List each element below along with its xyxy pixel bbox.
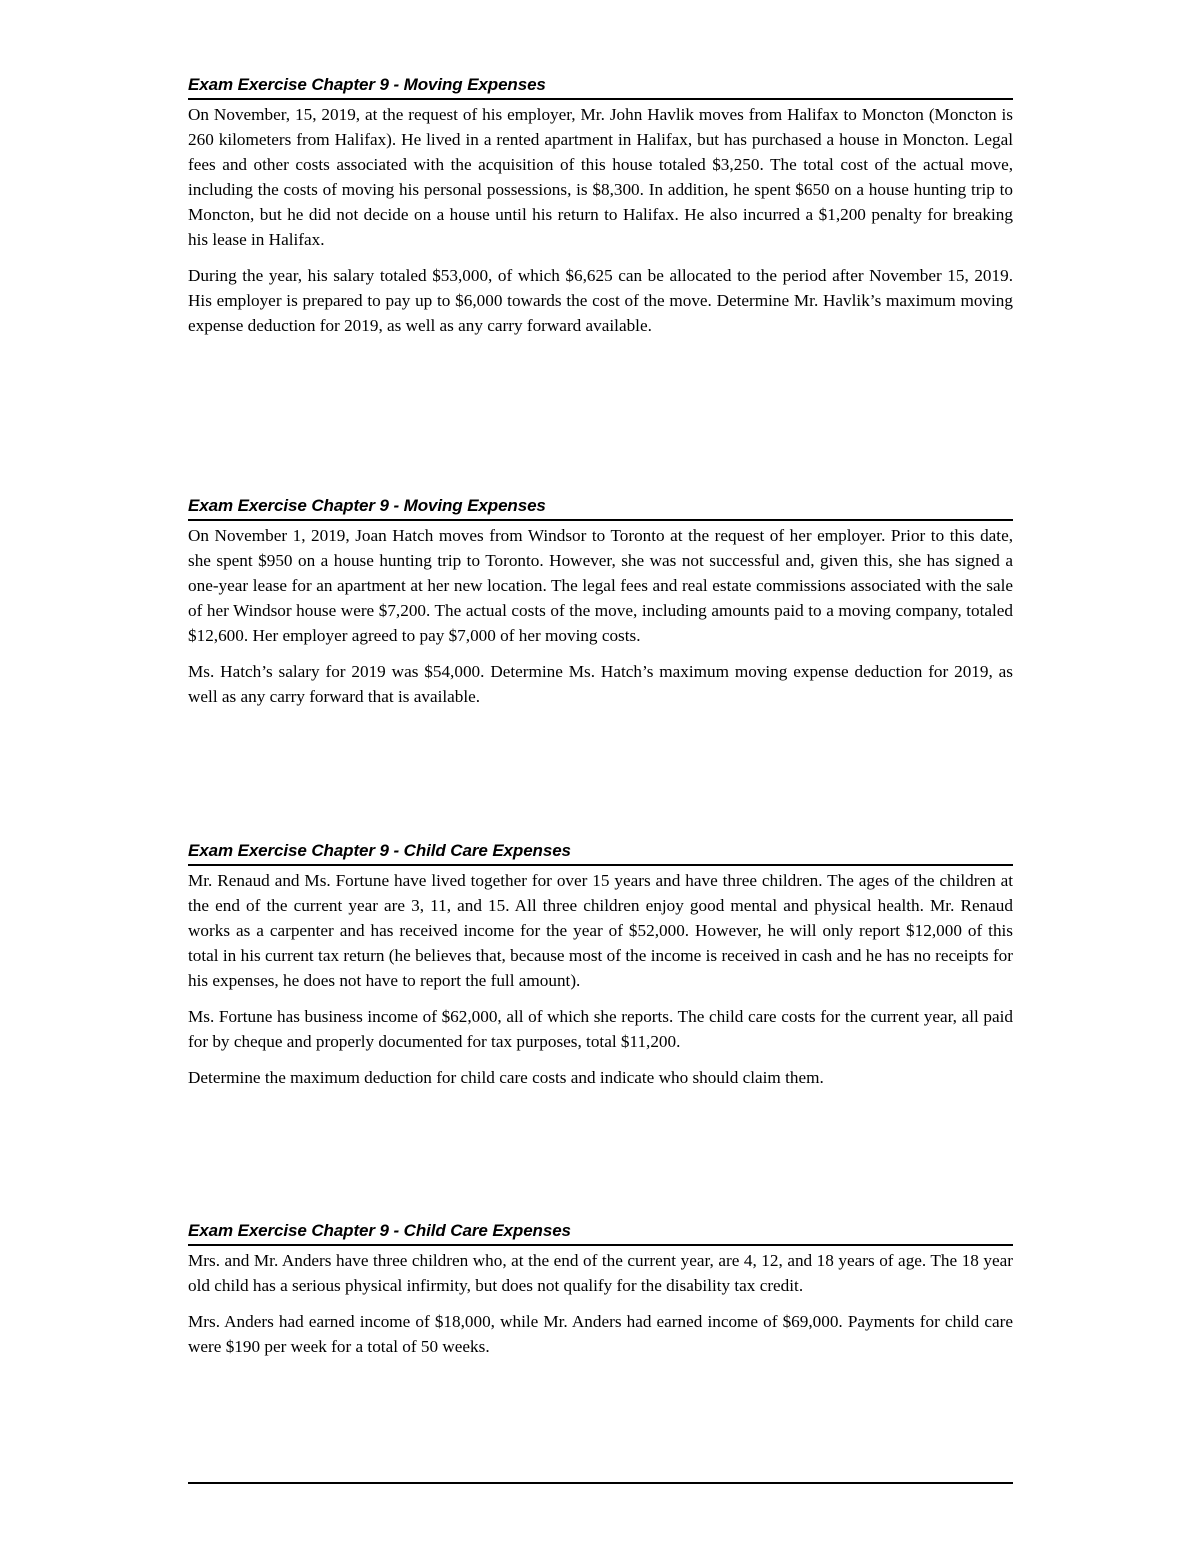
exercise-title: Exam Exercise Chapter 9 - Child Care Expenses — [188, 840, 1013, 866]
exercise-paragraph: Ms. Fortune has business income of $62,000, all of which she reports. The child care costs for the current year, all paid for by cheque and properly documented for tax purposes, total $11,200. — [188, 1007, 1013, 1051]
exercise-paragraph: Mr. Renaud and Ms. Fortune have lived together for over 15 years and have three children. The ages of the children at the end of the current year are 3, 11, and 15. All three children enjoy good mental and physical health. Mr. Renaud works as a carpenter and has received income for the year of $52,000. However, he will only report $12,000 of this total in his current tax return (he believes that, because most of the income is received in cash and he has no receipts for his expenses, he does not have to report the full amount). — [188, 871, 1013, 990]
exercise-title: Exam Exercise Chapter 9 - Moving Expenses — [188, 74, 1013, 100]
exercise-2-moving-expenses — [188, 495, 1013, 709]
exercise-paragraph: On November, 15, 2019, at the request of his employer, Mr. John Havlik moves from Halifax to Moncton (Moncton is 260 kilometers from Halifax). He lived in a rented apartment in Halifax, but has purchased a house in Moncton. Legal fees and other costs associated with the acquisition of this house totaled $3,250. The total cost of the actual move, including the costs of moving his personal possessions, is $8,300. In addition, he spent $650 on a house hunting trip to Moncton, but he did not decide on a house until his return to Halifax. He also incurred a $1,200 penalty for breaking his lease in Halifax. — [188, 105, 1013, 249]
exercise-title: Exam Exercise Chapter 9 - Child Care Expenses — [188, 1220, 1013, 1246]
exercise-title: Exam Exercise Chapter 9 - Moving Expenses — [188, 495, 1013, 521]
exercise-paragraph: During the year, his salary totaled $53,000, of which $6,625 can be allocated to the period after November 15, 2019. His employer is prepared to pay up to $6,000 towards the cost of the move. Determine Mr. Havlik’s maximum moving expense deduction for 2019, as well as any carry forward available. — [188, 266, 1013, 335]
exercise-paragraph: Mrs. Anders had earned income of $18,000, while Mr. Anders had earned income of $69,000. Payments for child care were $190 per week for a total of 50 weeks. — [188, 1312, 1013, 1356]
exercise-paragraph: Determine the maximum deduction for child care costs and indicate who should claim them. — [188, 1068, 824, 1087]
exercise-paragraph: Ms. Hatch’s salary for 2019 was $54,000. Determine Ms. Hatch’s maximum moving expense deduction for 2019, as well as any carry forward that is available. — [188, 662, 1013, 706]
exercise-4-child-care-expenses — [188, 1220, 1013, 1359]
exercise-paragraph: Mrs. and Mr. Anders have three children who, at the end of the current year, are 4, 12, and 18 years of age. The 18 year old child has a serious physical infirmity, but does not qualify for the disability tax credit. — [188, 1251, 1013, 1295]
exercise-3-child-care-expenses — [188, 840, 1013, 1090]
footer-divider — [188, 1482, 1013, 1484]
exercise-1-moving-expenses — [188, 74, 1013, 338]
exercise-paragraph: On November 1, 2019, Joan Hatch moves from Windsor to Toronto at the request of her employer. Prior to this date, she spent $950 on a house hunting trip to Toronto. However, she was not successful and, given this, she has signed a one-year lease for an apartment at her new location. The legal fees and real estate commissions associated with the sale of her Windsor house were $7,200. The actual costs of the move, including amounts paid to a moving company, totaled $12,600. Her employer agreed to pay $7,000 of her moving costs. — [188, 526, 1013, 645]
